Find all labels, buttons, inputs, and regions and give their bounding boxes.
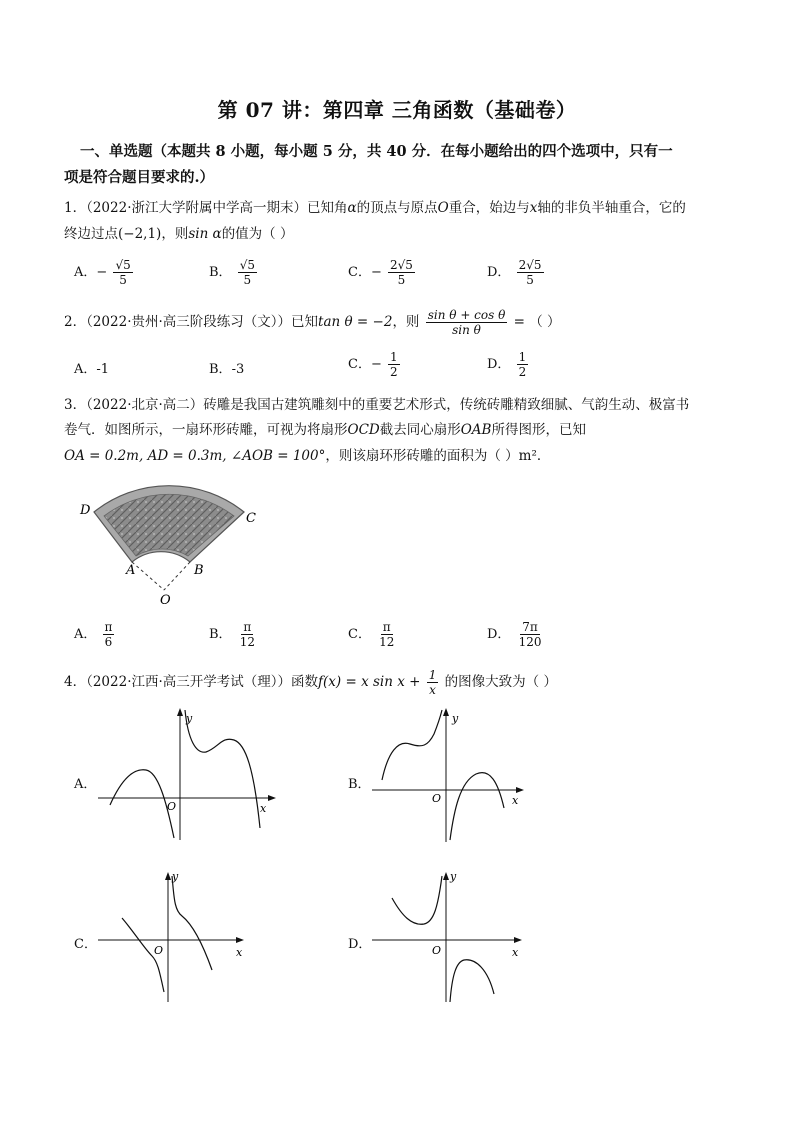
q3-option-b[interactable]: B． $\frac{\pi}{12}$	[209, 620, 255, 649]
q4-option-b[interactable]: B．	[348, 777, 371, 792]
graph-a	[94, 700, 284, 845]
q2-option-d[interactable]: D． $\frac{1}{2}$	[487, 350, 527, 379]
label-b: B	[194, 563, 204, 578]
q1-option-d[interactable]: D． $\frac{2√5}{5}$	[487, 258, 542, 287]
curve-left	[110, 770, 177, 838]
origin-label: O	[432, 792, 442, 805]
x-label: x	[260, 802, 267, 815]
graph-b	[368, 700, 558, 845]
x-label: x	[236, 946, 243, 959]
curve-left	[392, 876, 442, 924]
q2-option-b[interactable]: B．-3	[209, 362, 245, 377]
y-label: y	[186, 712, 193, 725]
curve-right	[450, 773, 504, 840]
x-axis-arrow	[514, 937, 522, 943]
question-3-line2: 卷气．如图所示，一扇环形砖雕，可视为将扇形OCD截去同心扇形OAB所得图形，已知	[64, 422, 586, 438]
q2-option-a[interactable]: A．-1	[74, 362, 110, 377]
curve-left	[382, 710, 442, 780]
origin-label: O	[167, 800, 177, 813]
question-3-line3: OA = 0.2m, AD = 0.3m, ∠AOB = 100°，则该扇环形砖雕的面积为（ ）m²．	[64, 448, 551, 464]
radius-ob	[164, 562, 190, 590]
label-o: O	[160, 593, 171, 606]
q3-option-d[interactable]: D． $\frac{7\pi}{120}$	[487, 620, 542, 649]
y-label: y	[452, 712, 459, 725]
x-axis-arrow	[236, 937, 244, 943]
label-c: C	[246, 511, 256, 526]
curve-right	[172, 876, 212, 970]
section-header-line1: 一、单选题（本题共 8 小题，每小题 5 分，共 40 分．在每小题给出的四个选项中，只有一	[80, 143, 673, 160]
q4-option-a[interactable]: A．	[74, 777, 97, 792]
annular-sector-figure	[72, 476, 272, 606]
y-label: y	[172, 870, 179, 883]
y-axis-arrow	[443, 872, 449, 880]
x-axis-arrow	[268, 795, 276, 801]
q4-option-c[interactable]: C．	[74, 937, 97, 952]
q3-option-c[interactable]: C． $\frac{\pi}{12}$	[348, 620, 395, 649]
radius-oa	[132, 562, 164, 590]
q4-option-d[interactable]: D．	[348, 937, 372, 952]
question-3-line1: 3．（2022·北京·高二）砖雕是我国古建筑雕刻中的重要艺术形式，传统砖雕精致细腻、气韵生动、极富书	[64, 397, 690, 413]
section-header-line2: 项是符合题目要求的.）	[64, 169, 215, 186]
x-axis-arrow	[516, 787, 524, 793]
graph-c	[94, 866, 254, 1006]
origin-label: O	[432, 944, 442, 957]
label-d: D	[80, 503, 91, 518]
question-2-line: 2．（2022·贵州·高三阶段练习（文））已知tan θ = −2，则 $\frac{\text{sin θ + cos θ}}{\text{sin θ}}$ = （ ）	[64, 308, 561, 337]
x-label: x	[512, 794, 519, 807]
label-a: A	[126, 563, 136, 578]
curve-right	[185, 710, 260, 828]
x-label: x	[512, 946, 519, 959]
curve-right	[450, 960, 494, 1002]
y-label: y	[450, 870, 457, 883]
question-4-line: 4．（2022·江西·高三开学考试（理））函数f(x) = x sin x + $\frac{1}{x}$ 的图像大致为（ ）	[64, 668, 557, 697]
y-axis-arrow	[165, 872, 171, 880]
q3-option-a[interactable]: A． $\frac{\pi}{6}$	[74, 620, 113, 649]
q1-option-b[interactable]: B． $\frac{√5}{5}$	[209, 258, 255, 287]
origin-label: O	[154, 944, 164, 957]
q2-option-c[interactable]: C．− $\frac{1}{2}$	[348, 350, 398, 379]
graph-d	[368, 866, 528, 1006]
question-1-line2: 终边过点(−2,1)，则sin α的值为（ ）	[64, 226, 294, 242]
page-title: 第 07 讲：第四章 三角函数（基础卷）	[217, 98, 577, 122]
q1-option-c[interactable]: C．− $\frac{2√5}{5}$	[348, 258, 413, 287]
question-1-line1: 1．（2022·浙江大学附属中学高一期末）已知角α的顶点与原点O重合，始边与x轴的非负半轴重合，它的	[64, 200, 686, 216]
y-axis-arrow	[177, 708, 183, 716]
y-axis-arrow	[443, 708, 449, 716]
q1-option-a[interactable]: A．− $\frac{√5}{5}$	[74, 258, 131, 287]
